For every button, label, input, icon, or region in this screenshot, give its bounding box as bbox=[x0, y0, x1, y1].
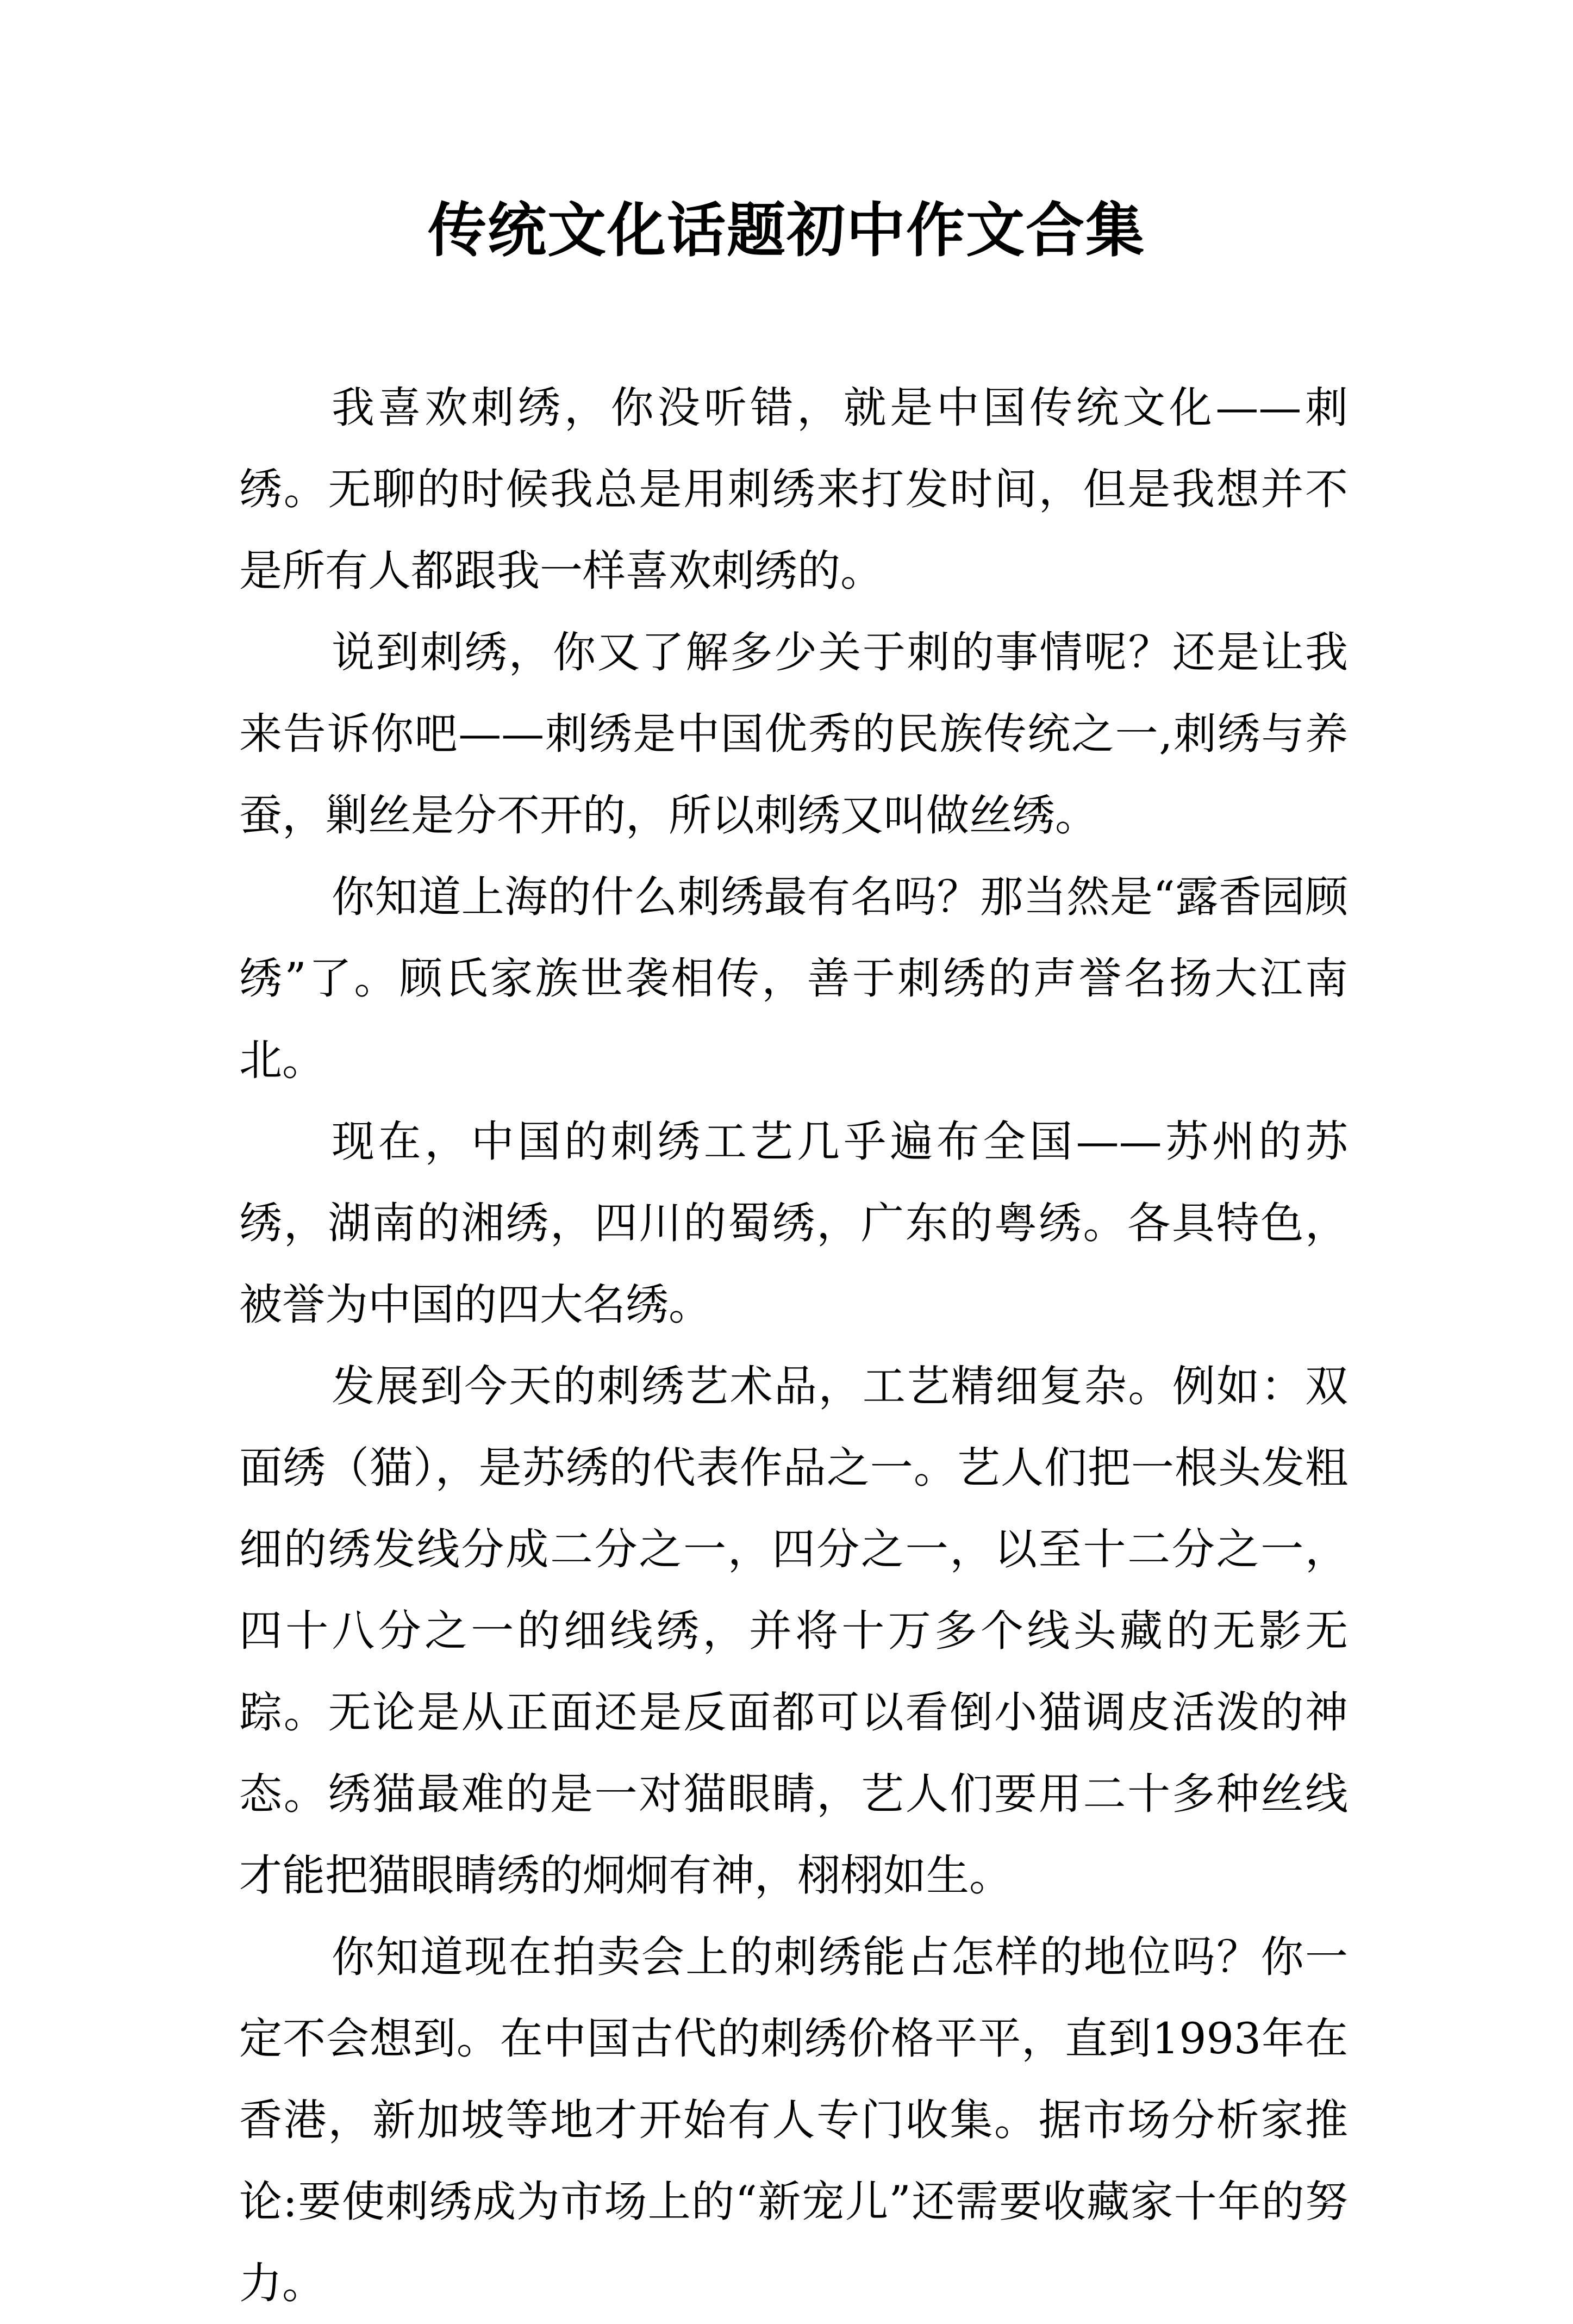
paragraph-3: 你知道上海的什么刺绣最有名吗？那当然是“露香园顾绣”了。顾氏家族世袭相传，善于刺绣的声誉名扬大江南北。 bbox=[239, 872, 1348, 1085]
paragraph-6: 你知道现在拍卖会上的刺绣能占怎样的地位吗？你一定不会想到。在中国古代的刺绣价格平平，直到1993年在香港，新加坡等地才开始有人专门收集。据市场分析家推论:要使刺绣成为市场上的“新宠儿”还需要收藏家十年的努力。 bbox=[239, 1932, 1348, 2308]
paragraph-2: 说到刺绣，你又了解多少关于刺的事情呢？还是让我来告诉你吧——刺绣是中国优秀的民族传统之一,刺绣与养蚕，剿丝是分不开的，所以刺绣又叫做丝绣。 bbox=[239, 627, 1348, 840]
paragraph-1: 我喜欢刺绣，你没听错，就是中国传统文化——刺绣。无聊的时候我总是用刺绣来打发时间，但是我想并不是所有人都跟我一样喜欢刺绣的。 bbox=[239, 383, 1348, 596]
document-title: 传统文化话题初中作文合集 bbox=[427, 197, 1145, 265]
document-body bbox=[239, 367, 1348, 2324]
paragraph-4: 现在，中国的刺绣工艺几乎遍布全国——苏州的苏绣，湖南的湘绣，四川的蜀绣，广东的粤绣。各具特色，被誉为中国的四大名绣。 bbox=[239, 1117, 1348, 1330]
paragraph-5: 发展到今天的刺绣艺术品，工艺精细复杂。例如：双面绣（猫），是苏绣的代表作品之一。艺人们把一根头发粗细的绣发线分成二分之一，四分之一，以至十二分之一，四十八分之一的细线绣，并将十万多个线头藏的无影无踪。无论是从正面还是反面都可以看倒小猫调皮活泼的神态。绣猫最难的是一对猫眼睛，艺人们要用二十多种丝线才能把猫眼睛绣的炯炯有神，栩栩如生。 bbox=[239, 1361, 1348, 1901]
